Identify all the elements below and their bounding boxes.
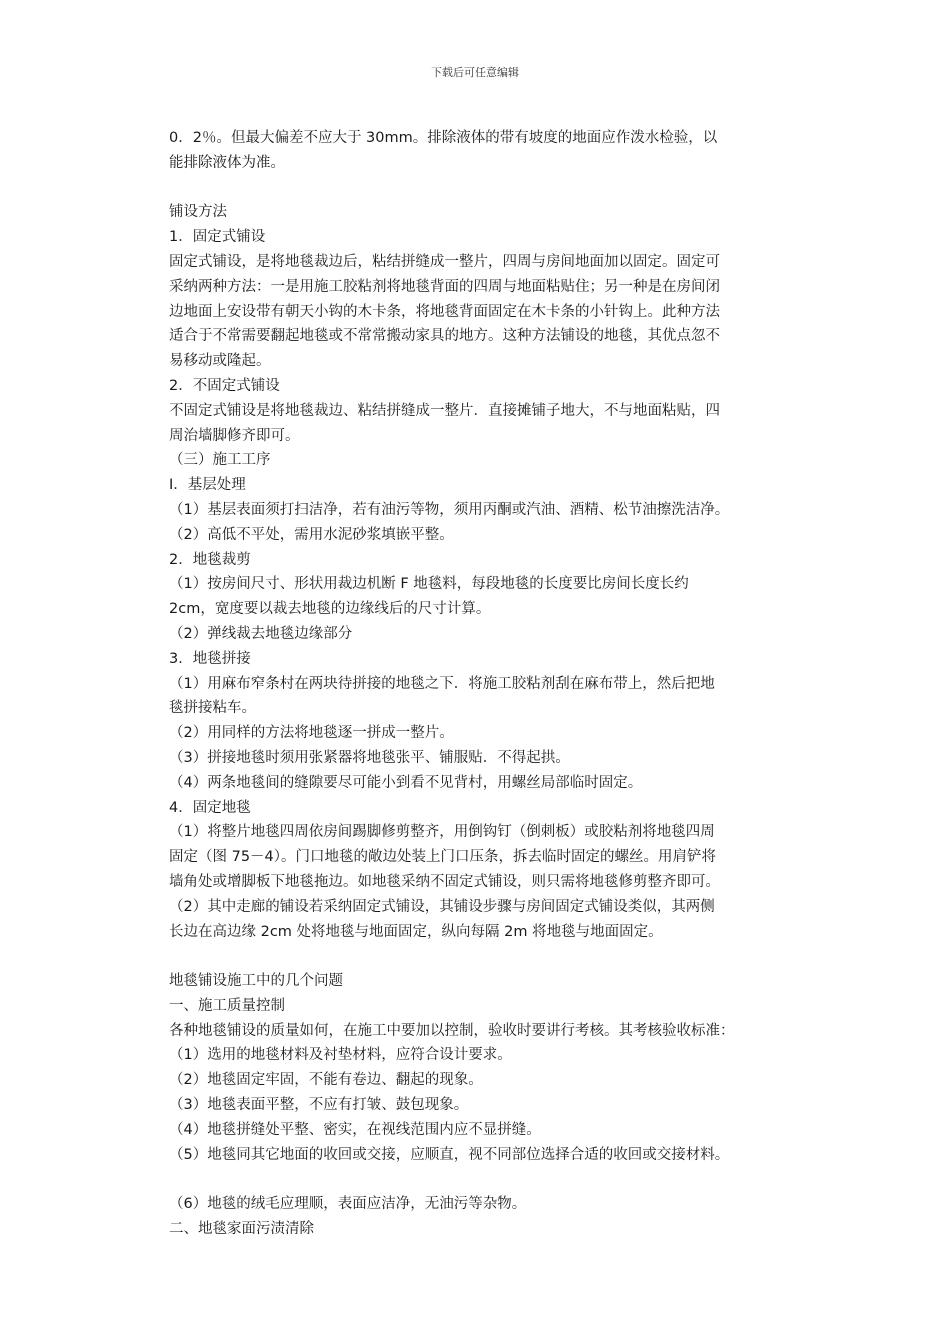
text-line: 3．地毯拼接 xyxy=(169,650,251,667)
text-line: （1）将整片地毯四周依房间踢脚修剪整齐，用倒钩钉（倒刺板）或胶粘剂将地毯四周 xyxy=(169,824,715,841)
text-line: 固定式铺设，是将地毯裁边后，粘结拼缝成一整片，四周与房间地面加以固定。固定可 xyxy=(169,253,720,270)
text-line: （1）用麻布窄条村在两块待拼接的地毯之下．将施工胶粘剂刮在麻布带上，然后把地 xyxy=(169,675,715,692)
text-line: 长边在高边缘 2cm 处将地毯与地面固定，纵向每隔 2m 将地毯与地面固定。 xyxy=(169,923,663,940)
text-line: （2）地毯固定牢固，不能有卷边、翻起的现象。 xyxy=(169,1072,483,1089)
text-line: 二、地毯家面污渍清除 xyxy=(169,1221,314,1238)
text-line: 0．2％。但最大偏差不应大于 30mm。排除液体的带有坡度的地面应作泼水检验，以 xyxy=(169,130,718,146)
text-line: 2．不固定式铺设 xyxy=(169,377,280,394)
text-line: 4．固定地毯 xyxy=(169,799,251,816)
text-line: （3）拼接地毯时须用张紧器将地毯张平、铺服贴．不得起拱。 xyxy=(169,749,570,766)
text-line: 一、施工质量控制 xyxy=(169,997,285,1014)
text-line: （2）用同样的方法将地毯逐一拼成一整片。 xyxy=(169,725,454,742)
text-line: （4）两条地毯间的缝隙要尽可能小到看不见背村，用螺丝局部临时固定。 xyxy=(169,774,643,791)
text-line: 铺设方法 xyxy=(169,204,227,221)
page-header: 下载后可任意编辑 xyxy=(431,66,519,79)
text-line: （3）地毯表面平整，不应有打皱、鼓包现象。 xyxy=(169,1097,469,1114)
text-line: 各种地毯铺设的质量如何，在施工中要加以控制，验收时要讲行考核。其考核验收标准： xyxy=(169,1022,735,1039)
text-line: 边地面上安设带有朝天小钩的木卡条，将地毯背面固定在木卡条的小针钩上。此种方法 xyxy=(169,303,720,320)
text-line: （1）选用的地毯材料及衬垫材料，应符合设计要求。 xyxy=(169,1047,512,1064)
text-line: 墙角处或增脚板下地毯拖边。如地毯采纳不固定式铺设，则只需将地毯修剪整齐即可。 xyxy=(169,873,720,890)
text-line: （6）地毯的绒毛应理顺，表面应洁净，无油污等杂物。 xyxy=(169,1196,527,1213)
text-line: 不固定式铺设是将地毯裁边、粘结拼缝成一整片．直接摊铺子地大，不与地面粘贴，四 xyxy=(169,402,720,419)
text-line: （三）施工工序 xyxy=(169,452,271,469)
text-line: I．基层处理 xyxy=(169,477,246,494)
document-body xyxy=(169,126,809,1242)
blank-line xyxy=(169,944,809,969)
text-line: 1．固定式铺设 xyxy=(169,229,266,246)
text-line: 固定（图 75－4）。门口地毯的敞边处装上门口压条，拆去临时固定的螺丝。用肩铲将 xyxy=(169,849,717,866)
text-line: （2）其中走廊的铺设若采纳固定式铺设，其铺设步骤与房间固定式铺设类似，其两侧 xyxy=(169,898,715,915)
text-line: （2）高低不平处，需用水泥砂浆填嵌平整。 xyxy=(169,526,454,543)
text-line: （1）按房间尺寸、形状用裁边机断 F 地毯料，每段地毯的长度要比房间长度长约 xyxy=(169,576,689,593)
text-line: （1）基层表面须打扫洁净，若有油污等物，须用丙酮或汽油、酒精、松节油擦洗洁净。 xyxy=(169,501,730,518)
text-line: 适合于不常需要翻起地毯或不常常搬动家具的地方。这种方法铺设的地毯，其优点忽不 xyxy=(169,328,720,345)
text-line: 能排除液体为准。 xyxy=(169,154,285,171)
text-line: （5）地毯同其它地面的收回或交接，应顺直，视不同部位选择合适的收回或交接材料。 xyxy=(169,1146,730,1163)
text-line: （4）地毯拼缝处平整、密实，在视线范围内应不显拼缝。 xyxy=(169,1121,541,1138)
text-line: 毯拼接粘车。 xyxy=(169,700,256,717)
text-line: 地毯铺设施工中的几个问题 xyxy=(169,973,343,990)
text-line: 2cm，宽度要以裁去地毯的边缘线后的尺寸计算。 xyxy=(169,601,491,618)
text-line: 易移动或隆起。 xyxy=(169,353,271,370)
text-line: 采纳两种方法：一是用施工胶粘剂将地毯背面的四周与地面粘贴住；另一种是在房间闭 xyxy=(169,278,720,295)
text-line: 周治墙脚修齐即可。 xyxy=(169,427,300,444)
text-line: 2．地毯裁剪 xyxy=(169,551,251,568)
blank-line xyxy=(169,1167,809,1192)
blank-line xyxy=(169,176,809,201)
text-line: （2）弹线裁去地毯边缘部分 xyxy=(169,625,353,642)
